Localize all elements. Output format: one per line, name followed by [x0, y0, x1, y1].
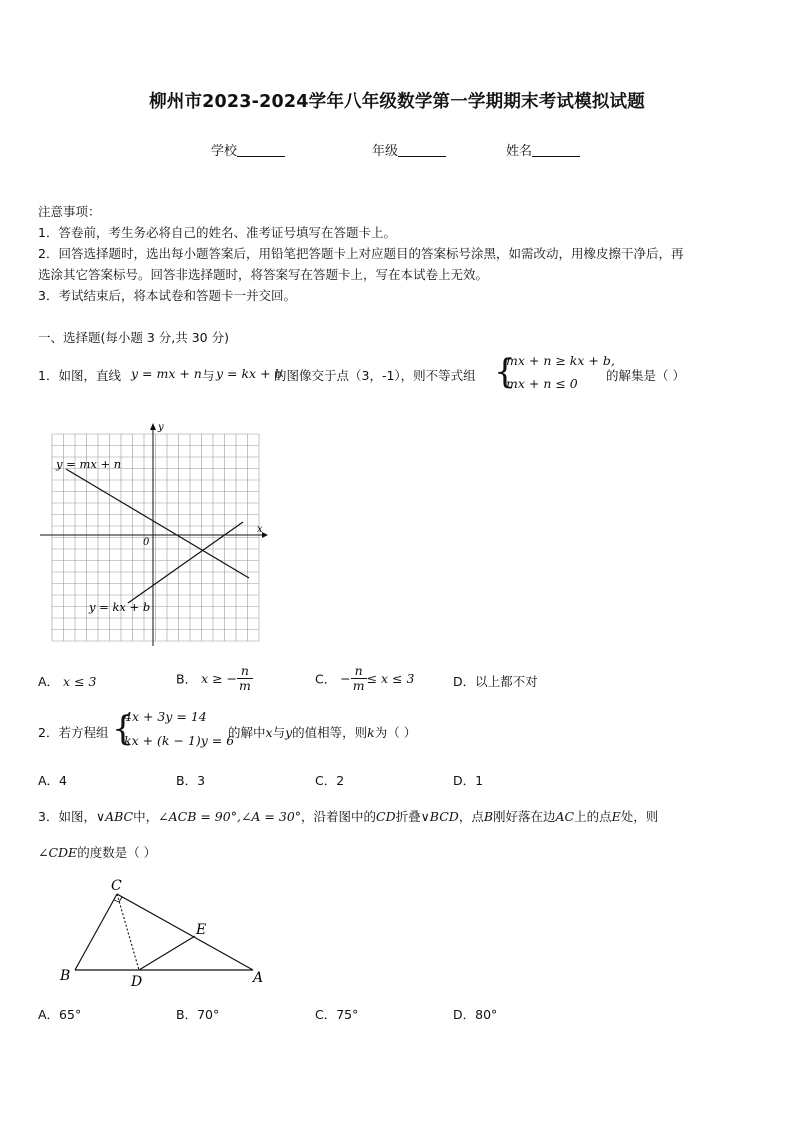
question-2	[38, 706, 758, 752]
q3-triangle-figure	[55, 870, 275, 990]
school-label: 学校	[211, 144, 238, 159]
q2-system-brace: {	[112, 709, 134, 749]
q1-system-row1: mx + n ≥ kx + b,	[506, 353, 615, 368]
q1-option-c[interactable]: C． − $\frac{n}{m}$ ≤ x ≤ 3	[315, 663, 415, 693]
q1-option-a[interactable]: A． x ≤ 3	[38, 674, 97, 689]
x-axis-label: x	[257, 524, 263, 535]
q1-graph	[38, 418, 270, 650]
question-3-line1: 3．如图，∨ABC中，∠ACB = 90°,∠A = 30°，沿着图中的CD折叠∨BCD，点B刚好落在边AC上的点E处，则	[38, 809, 659, 824]
segment-de	[139, 936, 195, 970]
line-kx-b	[128, 522, 243, 603]
segment-cd-dashed	[117, 894, 139, 970]
note-3: 3．考试结束后，将本试卷和答题卡一并交回。	[38, 288, 296, 303]
q2-system-row1: 4x + 3y = 14	[124, 709, 207, 724]
line-mx-n	[66, 469, 249, 578]
q3-option-a[interactable]: A．65°	[38, 1007, 82, 1022]
q2-option-a[interactable]: A．4	[38, 773, 68, 788]
segment-ca	[117, 894, 253, 970]
note-2a: 2．回答选择题时，选出每小题答案后，用铅笔把答题卡上对应题目的答案标号涂黑，如需改动，用橡皮擦干净后，再	[38, 246, 684, 261]
q1-text-mid: 的图像交于点（3，-1），则不等式组	[274, 368, 476, 383]
q2-text-pre: 2．若方程组	[38, 725, 109, 740]
grade-field	[372, 140, 446, 159]
question-3-line2: ∠CDE的度数是（ ）	[38, 845, 157, 860]
note-1: 1．答卷前，考生务必将自己的姓名、准考证号填写在答题卡上。	[38, 225, 396, 240]
name-label: 姓名	[506, 144, 533, 159]
point-a-label: A	[253, 970, 264, 986]
point-b-label: B	[60, 968, 71, 984]
section-heading: 一、选择题(每小题 3 分,共 30 分)	[38, 330, 229, 345]
y-axis-label: y	[158, 422, 164, 433]
q2-text-post: 的解中x与y的值相等，则k为（ ）	[228, 725, 417, 740]
label-line-kx-b: y = kx + b	[89, 600, 151, 614]
q1-system-row2: mx + n ≤ 0	[506, 376, 578, 391]
segment-bc	[75, 894, 117, 970]
q1-eq-line1: y = mx + n	[131, 366, 202, 381]
q1-system-brace: {	[494, 352, 516, 392]
q1-option-d[interactable]: D．以上都不对	[453, 674, 538, 689]
school-field	[211, 140, 285, 159]
origin-label: 0	[143, 537, 150, 548]
q2-system-row2: kx + (k − 1)y = 6	[124, 733, 235, 748]
q1-text-post: 的解集是（ ）	[606, 368, 685, 383]
label-line-mx-n: y = mx + n	[56, 457, 122, 471]
q2-option-d[interactable]: D．1	[453, 773, 484, 788]
page-title: 柳州市2023-2024学年八年级数学第一学期期末考试模拟试题	[149, 92, 645, 112]
x-axis-arrow	[262, 532, 268, 538]
question-1	[38, 352, 758, 398]
grade-label: 年级	[372, 144, 399, 159]
q2-option-c[interactable]: C．2	[315, 773, 345, 788]
q1-option-b[interactable]: B． x ≥ − $\frac{n}{m}$	[176, 663, 251, 693]
y-axis-arrow	[150, 423, 156, 430]
point-e-label: E	[196, 922, 207, 938]
q3-option-d[interactable]: D．80°	[453, 1007, 498, 1022]
q1-text-pre: 1．如图，直线	[38, 368, 121, 383]
q1-eq-line2: y = kx + b	[216, 366, 283, 381]
q1-text-and: 与	[202, 368, 215, 383]
name-field	[506, 140, 580, 159]
q2-option-b[interactable]: B．3	[176, 773, 206, 788]
note-2b: 选涂其它答案标号。回答非选择题时，将答案写在答题卡上，写在本试卷上无效。	[38, 267, 489, 282]
point-d-label: D	[131, 974, 143, 990]
q3-option-c[interactable]: C．75°	[315, 1007, 359, 1022]
point-c-label: C	[111, 878, 122, 894]
q3-option-b[interactable]: B．70°	[176, 1007, 220, 1022]
notes-heading: 注意事项：	[38, 204, 101, 219]
